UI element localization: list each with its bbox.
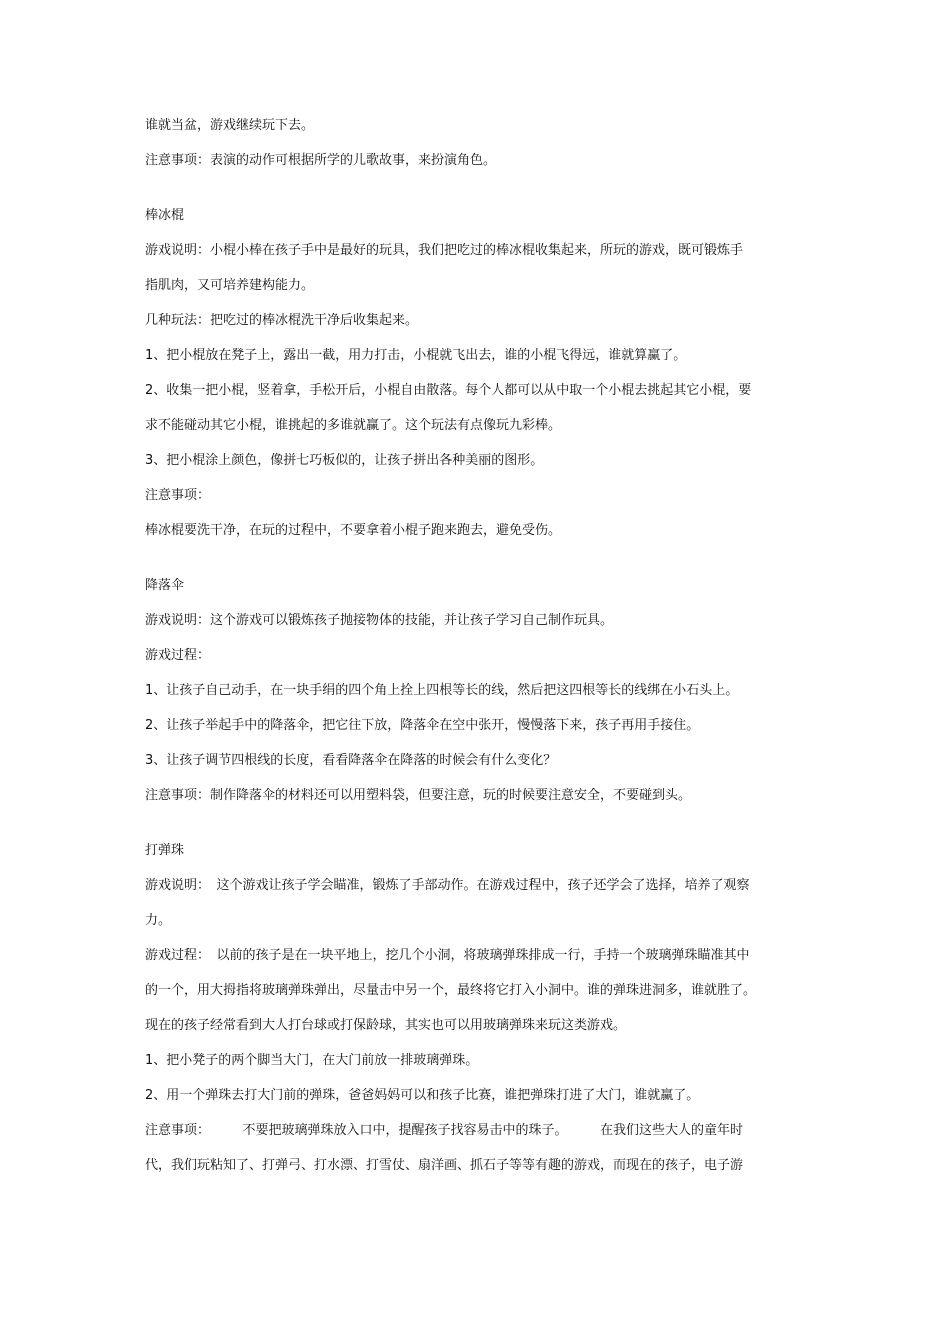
text-line-29: 代，我们玩粘知了、打弹弓、打水漂、打雪仗、扇洋画、抓石子等等有趣的游戏，而现在的孩子，电子游	[145, 1158, 744, 1173]
text-line-27: 2、用一个弹珠去打大门前的弹珠，爸爸妈妈可以和孩子比赛，谁把弹珠打进了大门，谁就赢了。	[145, 1088, 700, 1103]
text-line-12: 棒冰棍要洗干净，在玩的过程中，不要拿着小棍子跑来跑去，避免受伤。	[145, 523, 562, 538]
section-heading-jiangluosan: 降落伞	[145, 578, 185, 593]
text-line-21: 游戏说明： 这个游戏让孩子学会瞄准，锻炼了手部动作。在游戏过程中，孩子还学会了选择，培养了观察	[145, 878, 750, 893]
text-line-19: 注意事项：制作降落伞的材料还可以用塑料袋，但要注意，玩的时候要注意安全，不要碰到头。	[145, 788, 692, 803]
text-line-15: 游戏过程：	[145, 648, 211, 663]
section-heading-dadanzhu: 打弹珠	[145, 843, 185, 858]
text-line-6: 几种玩法：把吃过的棒冰棍洗干净后收集起来。	[145, 313, 419, 328]
text-line-17: 2、让孩子举起手中的降落伞，把它往下放，降落伞在空中张开，慢慢落下来，孩子再用手接住。	[145, 718, 700, 733]
text-line-1: 谁就当盆，游戏继续玩下去。	[145, 118, 315, 133]
text-line-25: 现在的孩子经常看到大人打台球或打保龄球，其实也可以用玻璃弹珠来玩这类游戏。	[145, 1018, 627, 1033]
text-line-9: 求不能碰动其它小棍，谁挑起的多谁就赢了。这个玩法有点像玩九彩棒。	[145, 418, 562, 433]
text-line-28: 注意事项： 不要把玻璃弹珠放入口中，提醒孩子找容易击中的珠子。 在我们这些大人的童年时	[145, 1123, 744, 1138]
text-line-26: 1、把小凳子的两个脚当大门，在大门前放一排玻璃弹珠。	[145, 1053, 479, 1068]
text-line-8: 2、收集一把小棍，竖着拿，手松开后，小棍自由散落。每个人都可以从中取一个小棍去挑起其它小棍，要	[145, 383, 752, 398]
text-line-22: 力。	[145, 913, 172, 928]
text-line-11: 注意事项：	[145, 488, 211, 503]
text-line-18: 3、让孩子调节四根线的长度，看看降落伞在降落的时候会有什么变化？	[145, 753, 557, 768]
section-heading-bingbinggun: 棒冰棍	[145, 208, 185, 223]
text-line-14: 游戏说明：这个游戏可以锻炼孩子抛接物体的技能，并让孩子学习自己制作玩具。	[145, 613, 614, 628]
text-line-7: 1、把小棍放在凳子上，露出一截，用力打击，小棍就飞出去，谁的小棍飞得远，谁就算赢了。	[145, 348, 687, 363]
text-line-16: 1、让孩子自己动手，在一块手绢的四个角上拴上四根等长的线，然后把这四根等长的线绑在小石头上。	[145, 683, 739, 698]
text-line-5: 指肌肉，又可培养建构能力。	[145, 278, 315, 293]
document-body	[145, 117, 813, 1192]
text-line-24: 的一个，用大拇指将玻璃弹珠弹出，尽量击中另一个，最终将它打入小洞中。谁的弹珠进洞多，谁就胜了。	[145, 983, 757, 998]
text-line-10: 3、把小棍涂上颜色，像拼七巧板似的，让孩子拼出各种美丽的图形。	[145, 453, 544, 468]
text-line-23: 游戏过程： 以前的孩子是在一块平地上，挖几个小洞，将玻璃弹珠排成一行，手持一个玻璃弹珠瞄准其中	[145, 948, 750, 963]
text-line-4: 游戏说明：小棍小棒在孩子手中是最好的玩具，我们把吃过的棒冰棍收集起来，所玩的游戏，既可锻炼手	[145, 243, 744, 258]
text-line-2: 注意事项：表演的动作可根据所学的儿歌故事，来扮演角色。	[145, 153, 497, 168]
